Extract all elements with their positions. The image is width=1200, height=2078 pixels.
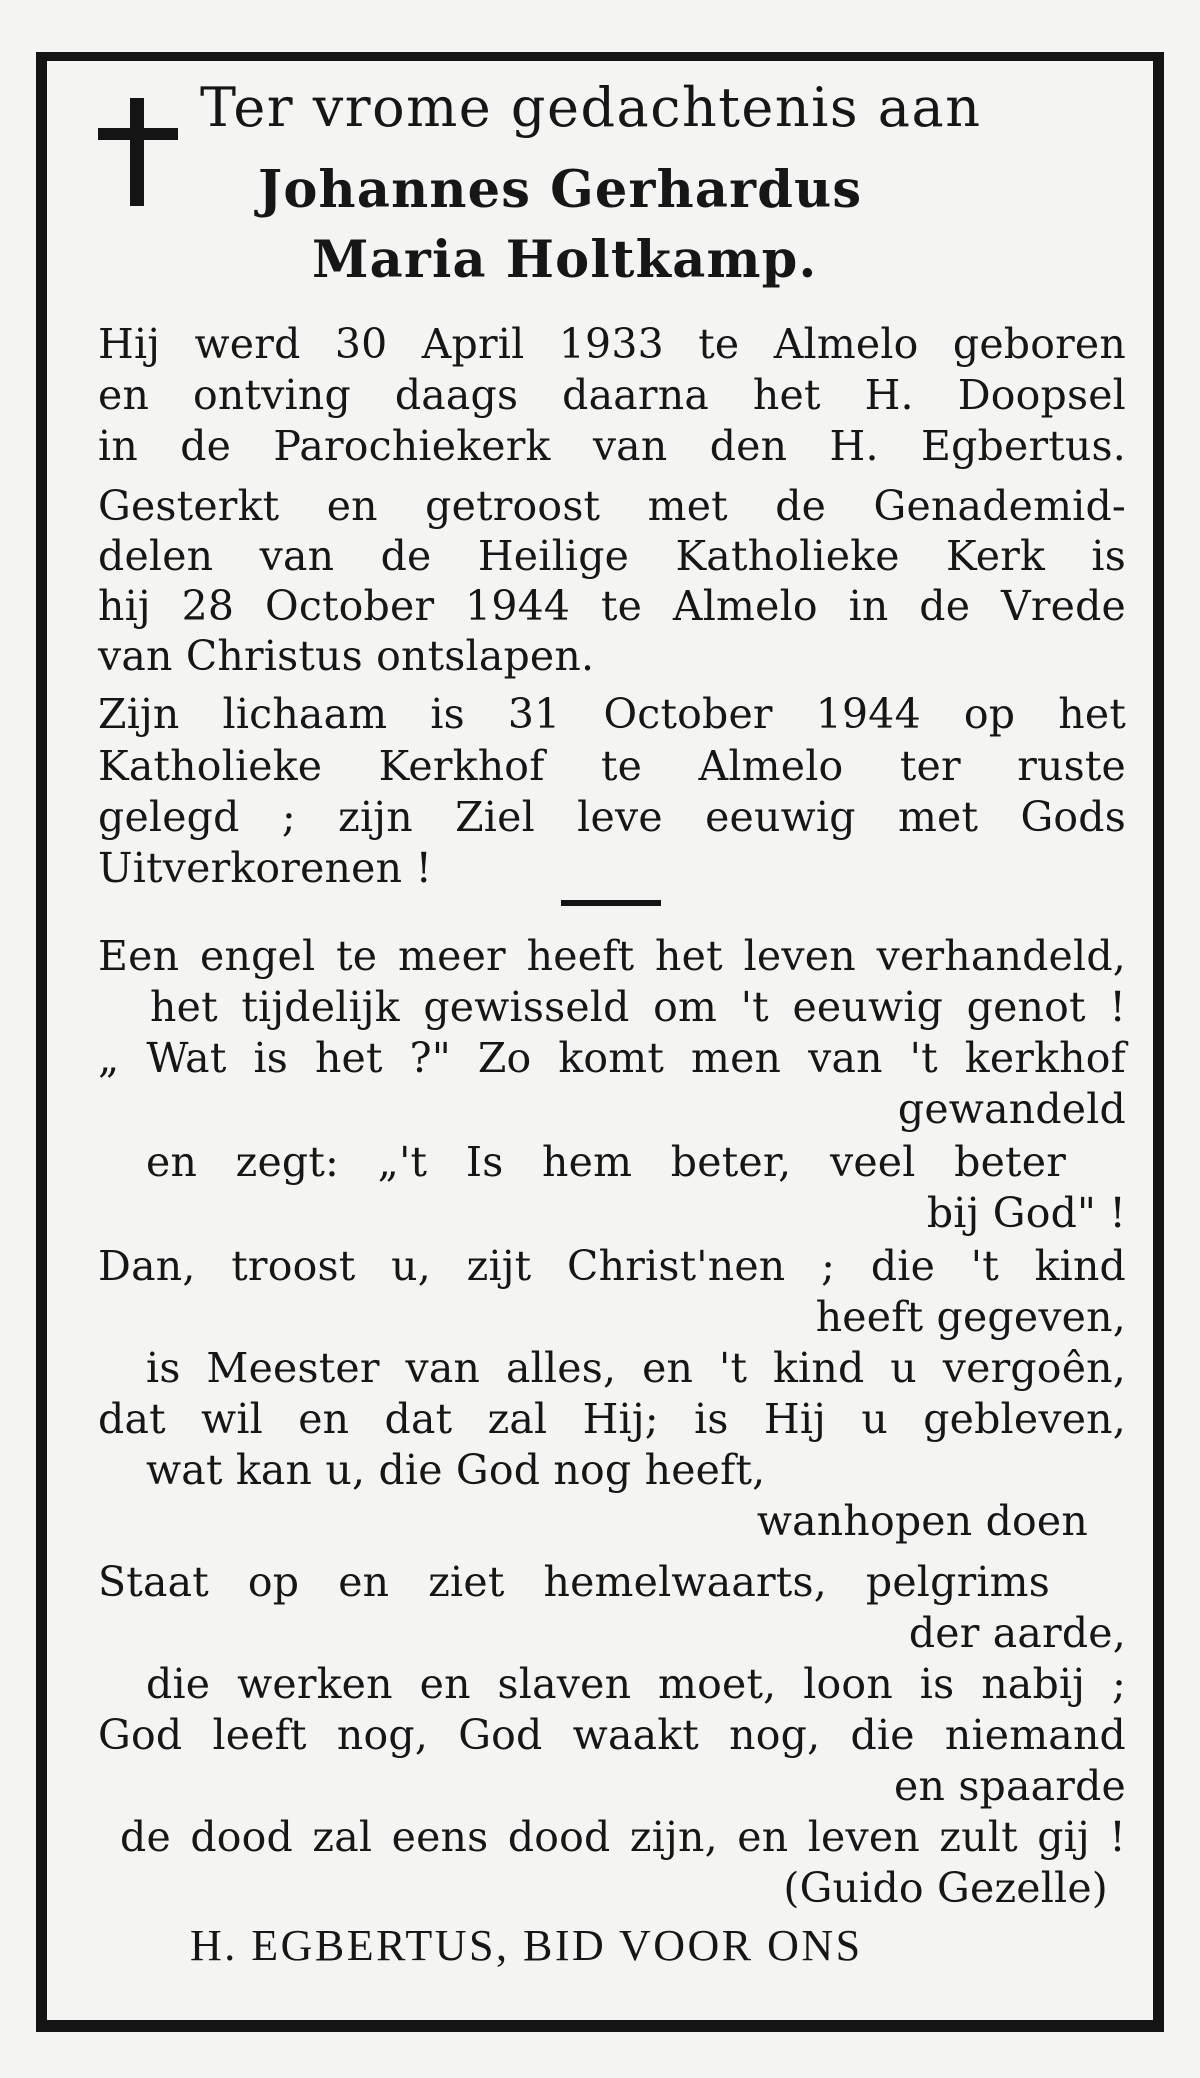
cross-icon — [98, 98, 178, 206]
divider — [561, 900, 661, 906]
poem-line-7: Dan, troost u, zijt Christ'nen ; die 't kind — [98, 1242, 1126, 1290]
name-line-2: Maria Holtkamp. — [312, 230, 818, 290]
poem-line-6: bij God" ! — [926, 1189, 1126, 1237]
paragraph-1-line-2: en ontving daags daarna het H. Doopsel — [98, 371, 1126, 419]
poem-line-12: wanhopen doen — [756, 1497, 1088, 1545]
poem-line-3: „ Wat is het ?" Zo komt men van 't kerkhof — [98, 1034, 1126, 1082]
poem-line-13: Staat op en ziet hemelwaarts, pelgrims — [98, 1558, 1050, 1606]
paragraph-2-line-3: hij 28 October 1944 te Almelo in de Vrede — [98, 582, 1126, 630]
poem-line-18: de dood zal eens dood zijn, en leven zult gij ! — [120, 1813, 1126, 1861]
heading: Ter vrome gedachtenis aan — [200, 76, 982, 139]
poem-line-10: dat wil en dat zal Hij; is Hij u gebleven, — [98, 1395, 1126, 1443]
poem-line-5: en zegt: „'t Is hem beter, veel beter — [146, 1138, 1066, 1186]
paragraph-1-line-3: in de Parochiekerk van den H. Egbertus. — [98, 422, 1126, 470]
poem-line-2: het tijdelijk gewisseld om 't eeuwig genot ! — [150, 983, 1126, 1031]
attribution: (Guido Gezelle) — [783, 1864, 1108, 1912]
poem-line-17: en spaarde — [894, 1762, 1126, 1810]
paragraph-1-line-1: Hij werd 30 April 1933 te Almelo geboren — [98, 320, 1126, 368]
poem-line-14: der aarde, — [908, 1609, 1126, 1657]
name-line-1: Johannes Gerhardus — [258, 160, 863, 220]
poem-line-4: gewandeld — [897, 1085, 1126, 1133]
poem-line-11: wat kan u, die God nog heeft, — [146, 1446, 766, 1494]
poem-line-9: is Meester van alles, en 't kind u vergoên, — [146, 1344, 1126, 1392]
paragraph-2-line-1: Gesterkt en getroost met de Genademid- — [98, 482, 1126, 530]
poem-line-8: heeft gegeven, — [815, 1293, 1126, 1341]
poem-line-15: die werken en slaven moet, loon is nabij ; — [146, 1660, 1126, 1708]
paragraph-3-line-1: Zijn lichaam is 31 October 1944 op het — [98, 690, 1126, 738]
poem-line-1: Een engel te meer heeft het leven verhandeld, — [98, 932, 1126, 980]
closing-prayer: H. EGBERTUS, BID VOOR ONS — [190, 1921, 863, 1970]
poem-line-16: God leeft nog, God waakt nog, die niemand — [98, 1711, 1126, 1759]
paragraph-2-line-4: van Christus ontslapen. — [98, 632, 595, 680]
paragraph-2-line-2: delen van de Heilige Katholieke Kerk is — [98, 532, 1126, 580]
paragraph-3-line-3: gelegd ; zijn Ziel leve eeuwig met Gods — [98, 793, 1126, 841]
paragraph-3-line-4: Uitverkorenen ! — [98, 844, 433, 892]
paragraph-3-line-2: Katholieke Kerkhof te Almelo ter ruste — [98, 742, 1126, 790]
